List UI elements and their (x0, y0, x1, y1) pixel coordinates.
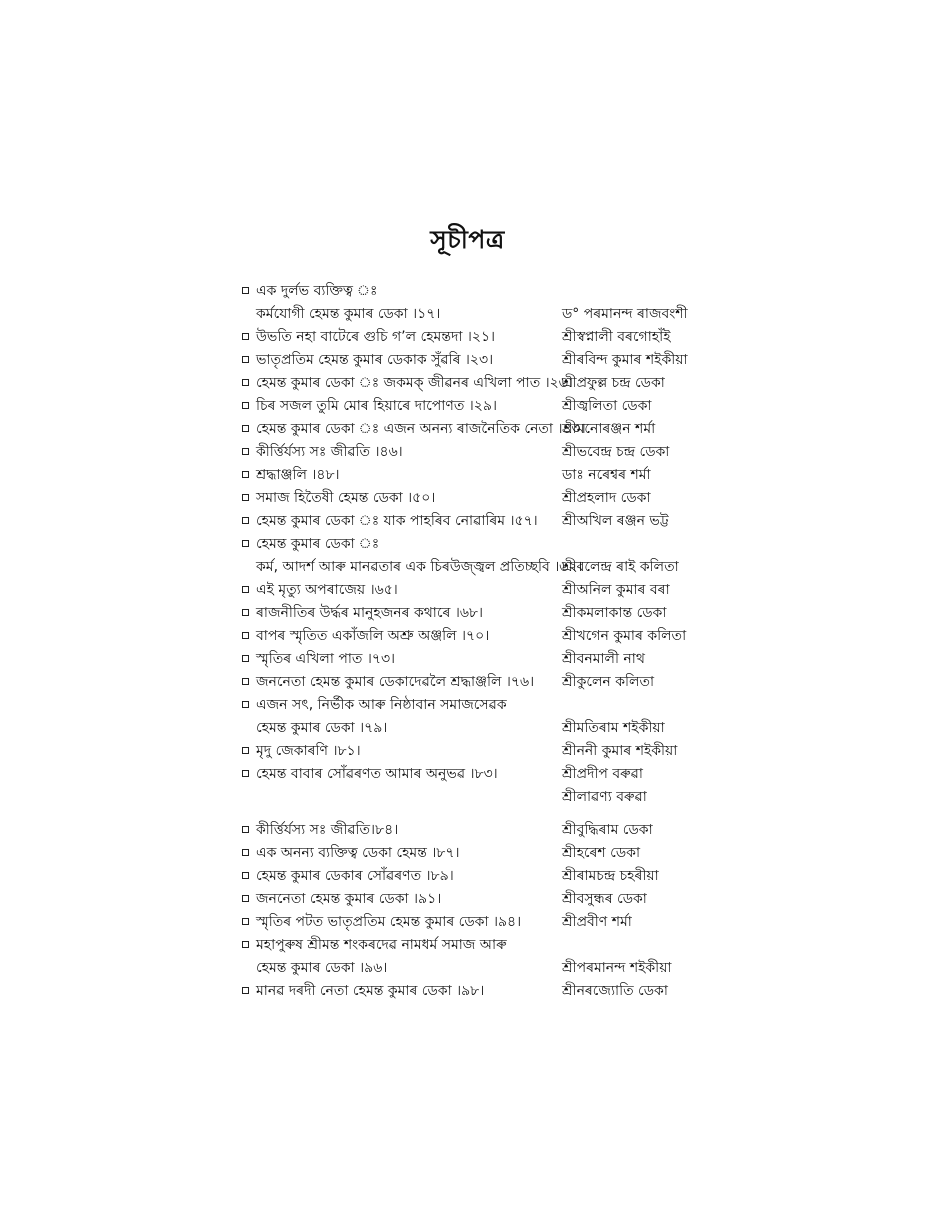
article-title: হেমন্ত কুমাৰ ডেকা ।৯৬। (256, 960, 388, 976)
checkbox-bullet-icon (242, 826, 249, 833)
article-title: স্মৃতিৰ এখিলা পাত ।৭৩। (256, 651, 396, 667)
article-author: শ্ৰীস্বপ্নালী বৰগোহাঁই (562, 329, 671, 345)
toc-line (241, 579, 711, 602)
article-author: শ্ৰীপ্ৰবীণ শৰ্মা (562, 914, 632, 930)
article-title: কীৰ্ত্তিৰ্যস্য সঃ জীৱতি।৮৪। (256, 822, 399, 838)
toc-line (241, 763, 711, 786)
toc-line (241, 303, 711, 326)
article-title: এজন সৎ, নিৰ্ভীক আৰু নিষ্ঠাবান সমাজসেৱক (256, 697, 507, 713)
checkbox-bullet-icon (242, 770, 249, 777)
toc-entry (241, 911, 711, 934)
toc-line (241, 865, 711, 888)
checkbox-bullet-icon (242, 425, 249, 432)
article-title: হেমন্ত কুমাৰ ডেকা ঃ (256, 536, 380, 552)
toc-entry (241, 280, 711, 326)
toc-entry (241, 888, 711, 911)
toc-entry (241, 694, 711, 740)
toc-entry (241, 579, 711, 602)
article-author: শ্ৰীপৰমানন্দ শইকীয়া (562, 960, 672, 976)
toc-line (241, 671, 711, 694)
toc-line (241, 602, 711, 625)
toc-entry (241, 349, 711, 372)
toc-entry (241, 625, 711, 648)
toc-entry (241, 819, 711, 842)
toc-entry (241, 671, 711, 694)
article-author: শ্ৰীমনোৰঞ্জন শৰ্মা (562, 421, 656, 437)
article-author: শ্ৰীবলেন্দ্ৰ ৰাই কলিতা (562, 559, 679, 575)
toc-line (241, 556, 711, 579)
checkbox-bullet-icon (242, 517, 249, 524)
toc-line (241, 648, 711, 671)
article-author: ড° পৰমানন্দ ৰাজবংশী (562, 306, 688, 322)
checkbox-bullet-icon (242, 849, 249, 856)
article-author: শ্ৰীবুদ্ধিৰাম ডেকা (562, 822, 653, 838)
checkbox-bullet-icon (242, 632, 249, 639)
toc-line (241, 487, 711, 510)
checkbox-bullet-icon (242, 895, 249, 902)
article-author: শ্ৰীকমলাকান্ত ডেকা (562, 605, 667, 621)
article-author: শ্ৰীৰবিন্দ কুমাৰ শইকীয়া (562, 352, 688, 368)
table-of-contents (241, 280, 711, 1003)
toc-line (241, 418, 711, 441)
checkbox-bullet-icon (242, 747, 249, 754)
toc-entry (241, 602, 711, 625)
checkbox-bullet-icon (242, 540, 249, 547)
article-title: ৰাজনীতিৰ উৰ্দ্ধৰ মানুহজনৰ কথাৰে ।৬৮। (256, 605, 484, 621)
toc-line (241, 911, 711, 934)
checkbox-bullet-icon (242, 379, 249, 386)
article-title: বাপৰ স্মৃতিত একাঁজলি অশ্ৰু অঞ্জলি ।৭০। (256, 628, 490, 644)
toc-line (241, 888, 711, 911)
article-author: শ্ৰীজ্বলিতা ডেকা (562, 398, 652, 414)
toc-entry (241, 487, 711, 510)
toc-entry (241, 326, 711, 349)
article-title: সমাজ হিতৈষী হেমন্ত ডেকা ।৫০। (256, 490, 436, 506)
article-title: কীৰ্ত্তিৰ্যস্য সঃ জীৱতি ।৪৬। (256, 444, 403, 460)
article-author: ডাঃ নৰেশ্বৰ শৰ্মা (562, 467, 651, 483)
page-title: সূচীপত্ৰ (430, 225, 505, 254)
toc-line (241, 717, 711, 740)
article-title: শ্ৰদ্ধাঞ্জলি ।৪৮। (256, 467, 340, 483)
article-author: শ্ৰীখগেন কুমাৰ কলিতা (562, 628, 687, 644)
article-title: হেমন্ত কুমাৰ ডেকা ।৭৯। (256, 720, 388, 736)
article-title: হেমন্ত কুমাৰ ডেকা ঃ জকমক্ জীৱনৰ এখিলা পাত ।২৬। (256, 375, 573, 391)
toc-line (241, 842, 711, 865)
toc-line (241, 980, 711, 1003)
article-title: মৃদু জেকাৰণি ।৮১। (256, 743, 361, 759)
toc-entry (241, 763, 711, 819)
toc-entry (241, 740, 711, 763)
checkbox-bullet-icon (242, 609, 249, 616)
article-title: জননেতা হেমন্ত কুমাৰ ডেকা ।৯১। (256, 891, 442, 907)
toc-entry (241, 510, 711, 533)
article-title: হেমন্ত কুমাৰ ডেকাৰ সোঁৱৰণত ।৮৯। (256, 868, 454, 884)
article-author: শ্ৰীপ্ৰদীপ বৰুৱা (562, 766, 643, 782)
checkbox-bullet-icon (242, 333, 249, 340)
toc-line (241, 957, 711, 980)
toc-line (241, 625, 711, 648)
toc-entry (241, 395, 711, 418)
toc-line (241, 786, 711, 809)
article-author: শ্ৰীবনমালী নাথ (562, 651, 645, 667)
checkbox-bullet-icon (242, 402, 249, 409)
article-author: শ্ৰীবসুন্ধৰ ডেকা (562, 891, 647, 907)
article-title: চিৰ সজল তুমি মোৰ হিয়াৰে দাপোণত ।২৯। (256, 398, 497, 414)
article-author: শ্ৰীমতিৰাম শইকীয়া (562, 720, 665, 736)
checkbox-bullet-icon (242, 941, 249, 948)
checkbox-bullet-icon (242, 872, 249, 879)
article-title: হেমন্ত বাবাৰ সোঁৱৰণত আমাৰ অনুভৱ ।৮৩। (256, 766, 498, 782)
article-title: মহাপুৰুষ শ্ৰীমন্ত শংকৰদেৱ নামধৰ্ম সমাজ আৰু (256, 937, 507, 953)
checkbox-bullet-icon (242, 678, 249, 685)
checkbox-bullet-icon (242, 356, 249, 363)
toc-line (241, 819, 711, 842)
toc-line (241, 740, 711, 763)
article-title: উভতি নহা বাটেৰে গুচি গ’ল হেমন্তদা ।২১। (256, 329, 496, 345)
article-title: কৰ্ম, আদৰ্শ আৰু মানৱতাৰ এক চিৰউজ্জ্বল প্ৰতিচ্ছবি ।৬২। (256, 559, 583, 575)
toc-line (241, 280, 711, 303)
toc-entry (241, 980, 711, 1003)
article-title: এক দুৰ্লভ ব্যক্তিত্ব ঃ (256, 283, 378, 299)
toc-line (241, 349, 711, 372)
article-author: শ্ৰীৰামচন্দ্ৰ চহৰীয়া (562, 868, 659, 884)
article-author: শ্ৰীপ্ৰহলাদ ডেকা (562, 490, 651, 506)
article-author: শ্ৰীপ্ৰফুল্ল চন্দ্ৰ ডেকা (562, 375, 665, 391)
article-title: এই মৃত্যু অপৰাজেয় ।৬৫। (256, 582, 398, 598)
toc-entry (241, 441, 711, 464)
article-author: শ্ৰীকুলেন কলিতা (562, 674, 655, 690)
toc-entry (241, 934, 711, 980)
article-author: শ্ৰীভবেন্দ্ৰ চন্দ্ৰ ডেকা (562, 444, 670, 460)
article-author: শ্ৰীঅনিল কুমাৰ বৰা (562, 582, 670, 598)
article-author: শ্ৰীঅখিল ৰঞ্জন ভট্ট (562, 513, 669, 529)
article-title: জননেতা হেমন্ত কুমাৰ ডেকাদেৱলৈ শ্ৰদ্ধাঞ্জলি ।৭৬। (256, 674, 535, 690)
article-author: শ্ৰীলাৱণ্য বৰুৱা (562, 789, 647, 805)
article-author: শ্ৰীনৰজ্যোতি ডেকা (562, 983, 668, 999)
checkbox-bullet-icon (242, 987, 249, 994)
checkbox-bullet-icon (242, 586, 249, 593)
spacer (241, 809, 711, 819)
article-title: হেমন্ত কুমাৰ ডেকা ঃ এজন অনন্য ৰাজনৈতিক নেতা ।৪৩। (256, 421, 586, 437)
article-title: এক অনন্য ব্যক্তিত্ব ডেকা হেমন্ত ।৮৭। (256, 845, 460, 861)
toc-entry (241, 372, 711, 395)
toc-line (241, 326, 711, 349)
toc-entry (241, 648, 711, 671)
article-title: ভাতৃপ্ৰতিম হেমন্ত কুমাৰ ডেকাক সুঁৱৰি ।২৩। (256, 352, 494, 368)
checkbox-bullet-icon (242, 655, 249, 662)
toc-line (241, 464, 711, 487)
article-title: হেমন্ত কুমাৰ ডেকা ঃ যাক পাহৰিব নোৱাৰিম ।৫৭। (256, 513, 538, 529)
checkbox-bullet-icon (242, 448, 249, 455)
toc-line (241, 934, 711, 957)
toc-line (241, 372, 711, 395)
toc-line (241, 510, 711, 533)
toc-entry (241, 418, 711, 441)
toc-entry (241, 464, 711, 487)
article-author: শ্ৰীননী কুমাৰ শইকীয়া (562, 743, 678, 759)
toc-line (241, 533, 711, 556)
toc-line (241, 395, 711, 418)
article-title: স্মৃতিৰ পটত ভাতৃপ্ৰতিম হেমন্ত কুমাৰ ডেকা ।৯৪। (256, 914, 522, 930)
checkbox-bullet-icon (242, 918, 249, 925)
checkbox-bullet-icon (242, 287, 249, 294)
toc-line (241, 441, 711, 464)
article-title: মানৱ দৰদী নেতা হেমন্ত কুমাৰ ডেকা ।৯৮। (256, 983, 485, 999)
toc-line (241, 694, 711, 717)
checkbox-bullet-icon (242, 701, 249, 708)
toc-entry (241, 865, 711, 888)
checkbox-bullet-icon (242, 471, 249, 478)
article-title: কৰ্মযোগী হেমন্ত কুমাৰ ডেকা ।১৭। (256, 306, 441, 322)
toc-entry (241, 533, 711, 579)
article-author: শ্ৰীহৰেশ ডেকা (562, 845, 641, 861)
toc-entry (241, 842, 711, 865)
checkbox-bullet-icon (242, 494, 249, 501)
